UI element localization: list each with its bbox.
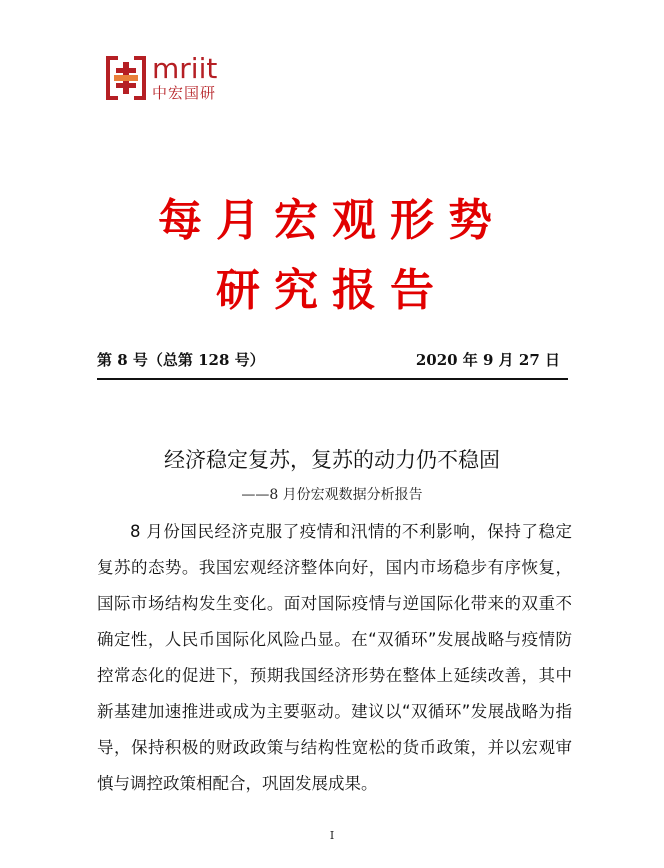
header-divider bbox=[97, 378, 568, 380]
mriit-logo bbox=[106, 52, 217, 104]
report-title-line-2: 研究报告 bbox=[216, 265, 448, 316]
mriit-logo-mark-icon bbox=[106, 56, 146, 100]
logo-chinese-text: 中宏国研 bbox=[152, 84, 217, 102]
article-subtitle: ——8 月份宏观数据分析报告 bbox=[241, 487, 423, 503]
publish-date: 2020 年 9 月 27 日 bbox=[415, 351, 560, 369]
issue-number: 第 8 号（总第 128 号） bbox=[97, 351, 265, 369]
logo-english-text: mriit bbox=[152, 52, 218, 85]
article-body-paragraph: 8 月份国民经济克服了疫情和汛情的不利影响，保持了稳定复苏的态势。我国宏观经济整体向好，国内市场稳步有序恢复，国际市场结构发生变化。面对国际疫情与逆国际化带来的双重不确定性，人民币国际化风险凸显。在“双循环”发展战略与疫情防控常态化的促进下，预期我国经济形势在整体上延续改善，其中新基建加速推进或成为主要驱动。建议以“双循环”发展战略为指导，保持积极的财政政策与结构性宽松的货币政策，并以宏观审慎与调控政策相配合，巩固发展成果。 bbox=[97, 522, 572, 793]
page-number: I bbox=[329, 829, 335, 842]
report-title-line-1: 每月宏观形势 bbox=[158, 195, 506, 246]
article-title: 经济稳定复苏，复苏的动力仍不稳固 bbox=[164, 448, 500, 472]
